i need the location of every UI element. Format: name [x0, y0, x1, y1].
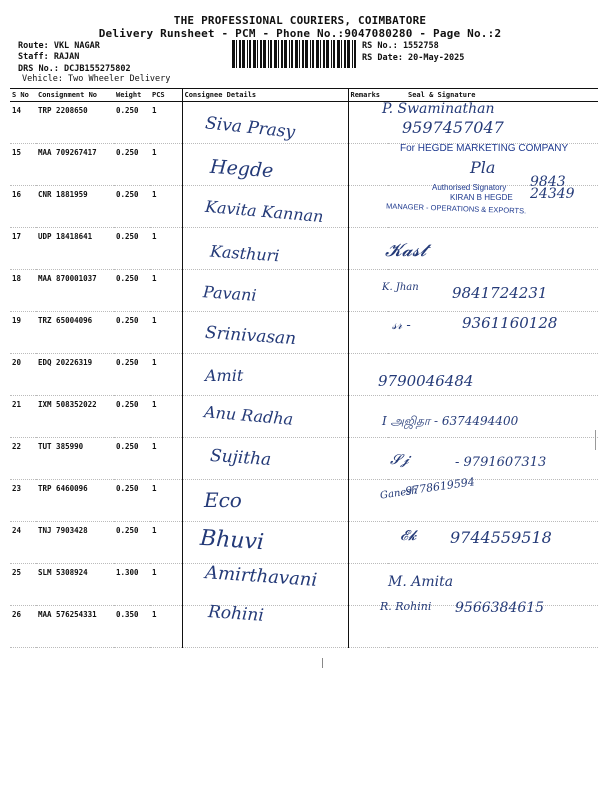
barcode-bar	[239, 40, 241, 68]
company-stamp-name: For HEGDE MARKETING COMPANY	[400, 143, 569, 154]
barcode-bar	[302, 40, 304, 68]
phone-number: 9843 24349	[530, 174, 575, 202]
barcode-bar	[337, 40, 340, 68]
handwritten-name: Anu Radha	[203, 402, 294, 429]
remarks-cell	[348, 186, 388, 228]
serial-number-cell: 23	[10, 480, 36, 522]
phone-number: 9597457047	[402, 118, 504, 137]
phone-number: 9361160128	[462, 314, 558, 332]
barcode-bar	[354, 40, 356, 68]
phone-number: - 9791607313	[455, 455, 547, 470]
rs-number: RS No.: 1552758	[362, 41, 439, 51]
remarks-cell	[348, 228, 388, 270]
table-row	[10, 354, 598, 396]
barcode-bar	[281, 40, 283, 68]
weight-cell: 0.250	[114, 354, 150, 396]
weight-cell: 0.250	[114, 438, 150, 480]
barcode-bar	[291, 40, 293, 68]
pieces-cell: 1	[150, 312, 182, 354]
handwritten-name: Sujitha	[209, 445, 272, 471]
column-header: Consignment No	[36, 89, 114, 102]
consignment-number-cell: MAA 870001037	[36, 270, 114, 312]
serial-number-cell: 19	[10, 312, 36, 354]
consignment-number-cell: TUT 385990	[36, 438, 114, 480]
remarks-cell	[348, 522, 388, 564]
weight-cell: 0.250	[114, 270, 150, 312]
serial-number-cell: 22	[10, 438, 36, 480]
barcode-bar	[249, 40, 251, 68]
barcode-bar	[289, 40, 290, 68]
handwritten-name: Siva Prasy	[204, 113, 297, 143]
route-label: Route: VKL NAGAR	[18, 41, 100, 51]
serial-number-cell: 24	[10, 522, 36, 564]
column-header: Remarks	[348, 89, 388, 102]
pieces-cell: 1	[150, 480, 182, 522]
weight-cell: 0.250	[114, 102, 150, 144]
barcode-bar	[326, 40, 329, 68]
consignment-number-cell: TNJ 7903428	[36, 522, 114, 564]
pieces-cell: 1	[150, 228, 182, 270]
handwritten-name: Hegde	[209, 155, 275, 183]
signature-scribble: 𝓈𝓇 -	[392, 318, 411, 333]
serial-number-cell: 16	[10, 186, 36, 228]
phone-number: 9778619594	[404, 475, 476, 498]
barcode-bar	[310, 40, 311, 68]
consignment-number-cell: TRP 6460096	[36, 480, 114, 522]
weight-cell: 0.250	[114, 186, 150, 228]
rs-date: RS Date: 20-May-2025	[362, 53, 465, 63]
barcode-bar	[257, 40, 258, 68]
barcode-bar	[352, 40, 353, 68]
weight-cell: 0.250	[114, 522, 150, 564]
column-header: PCS	[150, 89, 182, 102]
table-row	[10, 228, 598, 270]
barcode-bar	[232, 40, 235, 68]
handwritten-name: Srinivasan	[204, 322, 297, 350]
serial-number-cell: 14	[10, 102, 36, 144]
weight-cell: 0.250	[114, 396, 150, 438]
handwritten-name: Kasthuri	[209, 241, 281, 266]
barcode-bar	[236, 40, 237, 68]
weight-cell: 0.250	[114, 480, 150, 522]
phone-number: 9841724231	[452, 284, 548, 302]
consignment-number-cell: UDP 18418641	[36, 228, 114, 270]
runsheet-subtitle: Delivery Runsheet - PCM - Phone No.:9047080280 - Page No.:2	[98, 27, 502, 40]
handwritten-name: Bhuvi	[199, 525, 265, 556]
serial-number-cell: 15	[10, 144, 36, 186]
consignment-number-cell: MAA 576254331	[36, 606, 114, 648]
consignment-number-cell: MAA 709267417	[36, 144, 114, 186]
serial-number-cell: 18	[10, 270, 36, 312]
pieces-cell: 1	[150, 522, 182, 564]
signature-scribble: 𝓚𝓪𝓼𝓽	[385, 240, 427, 261]
barcode-bar	[295, 40, 298, 68]
weight-cell: 1.300	[114, 564, 150, 606]
barcode-bar	[274, 40, 277, 68]
signature: M. Amita	[388, 574, 454, 590]
weight-cell: 0.250	[114, 312, 150, 354]
handwritten-name: Eco	[204, 488, 242, 512]
pieces-cell: 1	[150, 270, 182, 312]
weight-cell: 0.350	[114, 606, 150, 648]
signature: P. Swaminathan	[382, 101, 495, 117]
stray-mark	[595, 430, 596, 450]
column-header: S No	[10, 89, 36, 102]
barcode-bar	[284, 40, 287, 68]
signature: Ganesh	[379, 485, 419, 502]
serial-number-cell: 25	[10, 564, 36, 606]
barcode-bar	[331, 40, 332, 68]
barcode-bar	[260, 40, 262, 68]
barcode-bar	[305, 40, 308, 68]
stray-mark	[322, 658, 323, 668]
stamp-authorised: Authorised Signatory	[432, 183, 507, 192]
handwritten-name: Amit	[205, 366, 244, 385]
phone-number: 9744559518	[450, 528, 552, 547]
barcode-bar	[347, 40, 350, 68]
handwritten-name: Kavita Kannan	[204, 196, 325, 227]
signature: K. Jhan	[382, 282, 419, 293]
handwritten-name: Rohini	[207, 602, 265, 626]
barcode-bar	[320, 40, 321, 68]
barcode-bar	[312, 40, 314, 68]
remarks-cell	[348, 312, 388, 354]
barcode-image	[232, 40, 356, 68]
vehicle-label: Vehicle: Two Wheeler Delivery	[22, 74, 171, 84]
remarks-cell	[348, 438, 388, 480]
serial-number-cell: 26	[10, 606, 36, 648]
company-title: THE PROFESSIONAL COURIERS, COIMBATORE	[173, 14, 427, 27]
phone-number: 9790046484	[378, 372, 474, 390]
consignment-number-cell: SLM 5308924	[36, 564, 114, 606]
barcode-bar	[341, 40, 342, 68]
consignee-details-cell	[182, 606, 348, 648]
handwritten-name: Pavani	[202, 282, 258, 305]
stamp-signatory-name: KIRAN B HEGDE	[450, 193, 513, 202]
weight-cell: 0.250	[114, 144, 150, 186]
barcode-bar	[333, 40, 335, 68]
column-header: Consignee Details	[182, 89, 348, 102]
serial-number-cell: 21	[10, 396, 36, 438]
consignment-number-cell: CNR 1881959	[36, 186, 114, 228]
signature-with-phone: I அஜிதா - 6374494400	[382, 414, 519, 428]
barcode-bar	[247, 40, 248, 68]
pieces-cell: 1	[150, 396, 182, 438]
barcode-bar	[278, 40, 279, 68]
handwritten-name: Amirthavani	[204, 562, 318, 591]
table-row	[10, 102, 598, 144]
runsheet-table	[10, 88, 598, 648]
barcode-bar	[268, 40, 269, 68]
stamp-designation: MANAGER - OPERATIONS & EXPORTS.	[385, 201, 527, 216]
barcode-bar	[242, 40, 245, 68]
signature: Pla	[470, 158, 496, 177]
pieces-cell: 1	[150, 144, 182, 186]
pieces-cell: 1	[150, 606, 182, 648]
signature-scribble: 𝓔𝓴	[400, 528, 417, 544]
barcode-bar	[316, 40, 319, 68]
pieces-cell: 1	[150, 564, 182, 606]
serial-number-cell: 17	[10, 228, 36, 270]
signature-scribble: 𝓢𝓳	[390, 452, 410, 468]
pieces-cell: 1	[150, 102, 182, 144]
consignment-number-cell: IXM 508352022	[36, 396, 114, 438]
consignment-number-cell: EDQ 20226319	[36, 354, 114, 396]
staff-label: Staff: RAJAN	[18, 52, 80, 62]
drs-label: DRS No.: DCJB155275802	[18, 64, 131, 74]
barcode-bar	[323, 40, 325, 68]
phone-number: 9566384615	[455, 600, 545, 616]
barcode-bar	[299, 40, 300, 68]
remarks-cell	[348, 144, 388, 186]
column-header: Seal & Signature	[388, 89, 598, 102]
table-row	[10, 480, 598, 522]
column-header: Weight	[114, 89, 150, 102]
pieces-cell: 1	[150, 186, 182, 228]
serial-number-cell: 20	[10, 354, 36, 396]
table-header-row	[10, 89, 598, 102]
pieces-cell: 1	[150, 354, 182, 396]
barcode-bar	[270, 40, 272, 68]
barcode-bar	[253, 40, 256, 68]
weight-cell: 0.250	[114, 228, 150, 270]
barcode-bar	[263, 40, 266, 68]
barcode-bar	[344, 40, 346, 68]
pieces-cell: 1	[150, 438, 182, 480]
consignment-number-cell: TRP 2208650	[36, 102, 114, 144]
signature: R. Rohini	[380, 600, 432, 613]
consignment-number-cell: TRZ 65004096	[36, 312, 114, 354]
